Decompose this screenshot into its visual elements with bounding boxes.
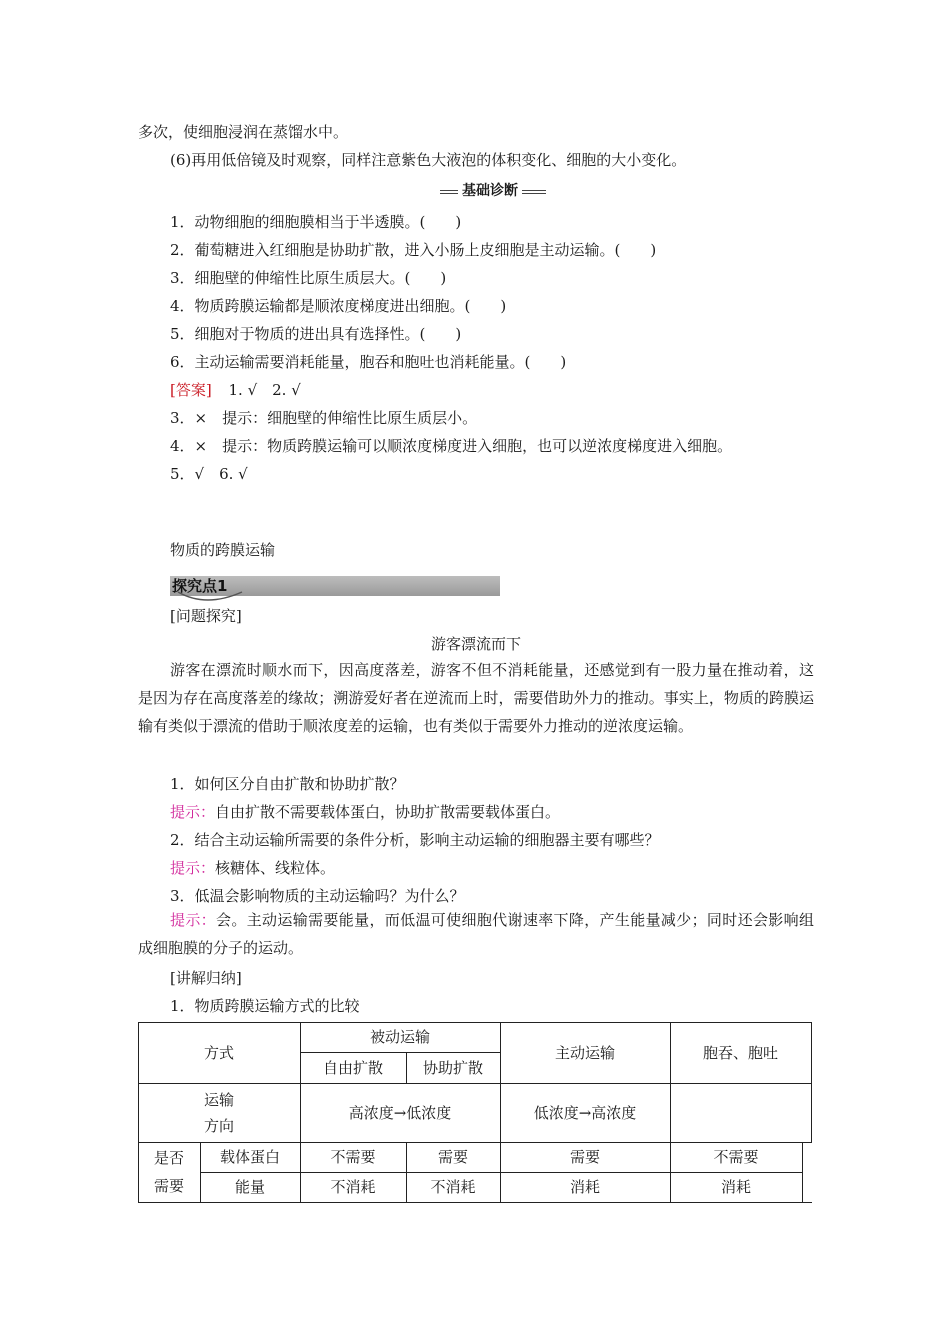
question-text: 3．低温会影响物质的主动运输吗？为什么？ (170, 887, 465, 905)
hint-text: 会。主动运输需要能量，而低温可使细胞代谢速率下降，产生能量减少；同时还会影响组成细胞膜的分子的运动。 (138, 911, 814, 957)
comparison-table (138, 1022, 812, 1204)
header-mode: 方式 (203, 1043, 234, 1062)
section-header-diagnosis (440, 183, 546, 199)
carrier-endo: 不需要 (713, 1148, 759, 1166)
header-facilitated-diffusion: 协助扩散 (422, 1058, 483, 1077)
header-free-diffusion: 自由扩散 (322, 1058, 383, 1077)
energy-endo: 消耗 (720, 1178, 751, 1196)
question-5: 5．细胞对于物质的进出具有选择性。( ) (170, 325, 462, 343)
section-header-label: 基础诊断 (458, 181, 522, 201)
question-text: 2．结合主动运输所需要的条件分析，影响主动运输的细胞器主要有哪些？ (170, 831, 660, 849)
row-direction-label-2: 方向 (203, 1116, 234, 1135)
section-title: 物质的跨膜运输 (170, 541, 276, 559)
energy-assist: 不消耗 (430, 1178, 476, 1196)
story-title: 游客漂流而下 (430, 635, 521, 653)
header-endo-exo: 胞吞、胞吐 (702, 1043, 778, 1062)
inquiry-point-label: 探究点1 (172, 577, 228, 595)
energy-free: 不消耗 (330, 1178, 376, 1196)
row-direction-label (138, 1083, 300, 1142)
carrier-free: 不需要 (330, 1148, 376, 1166)
hint-label: 提示： (170, 911, 217, 929)
swoosh-decoration (176, 590, 246, 606)
question-text: 1．如何区分自由扩散和协助扩散？ (170, 775, 405, 793)
energy-active: 消耗 (569, 1178, 600, 1196)
hint-label: 提示： (170, 803, 216, 821)
header-passive: 被动运输 (369, 1028, 430, 1046)
text-line: (6)再用低倍镜及时观察，同样注意紫色大液泡的体积变化、细胞的大小变化。 (170, 151, 687, 169)
answer-line-1 (170, 380, 301, 400)
summary-tag: [讲解归纳] (170, 969, 242, 987)
inquiry-tag: [问题探究] (170, 607, 242, 625)
row-carrier-label: 载体蛋白 (219, 1148, 280, 1166)
row-need-label-1: 是否 (153, 1149, 184, 1167)
question-6: 6．主动运输需要消耗能量，胞吞和胞吐也消耗能量。( ) (170, 353, 567, 371)
direction-active: 低浓度→高浓度 (533, 1103, 637, 1122)
row-energy-label: 能量 (234, 1178, 265, 1196)
carrier-assist: 需要 (437, 1148, 468, 1166)
hint-text: 自由扩散不需要载体蛋白，协助扩散需要载体蛋白。 (215, 803, 561, 821)
question-1: 1．动物细胞的细胞膜相当于半透膜。( ) (170, 213, 462, 231)
question-4: 4．物质跨膜运输都是顺浓度梯度进出细胞。( ) (170, 297, 507, 315)
question-2: 2．葡萄糖进入红细胞是协助扩散，进入小肠上皮细胞是主动运输。( ) (170, 241, 657, 259)
hint-line (170, 802, 560, 822)
hint-label: 提示： (170, 859, 216, 877)
answer-text: 1. √ 2. √ (228, 381, 301, 399)
carrier-active: 需要 (569, 1148, 600, 1166)
answer-line-5: 5．√ 6. √ (170, 465, 248, 483)
row-need-label-2: 需要 (153, 1177, 184, 1195)
direction-passive: 高浓度→低浓度 (348, 1103, 452, 1122)
answer-line-3: 3．× 提示：细胞壁的伸缩性比原生质层小。 (170, 409, 478, 427)
row-direction-label-1: 运输 (203, 1090, 234, 1109)
hint-paragraph (138, 906, 814, 962)
answer-tag: [答案] (170, 381, 212, 399)
hint-line (170, 858, 335, 878)
answer-line-4: 4．× 提示：物质跨膜运输可以顺浓度梯度进入细胞，也可以逆浓度梯度进入细胞。 (170, 437, 733, 455)
compare-title: 1．物质跨膜运输方式的比较 (170, 997, 360, 1015)
text-line: 多次，使细胞浸润在蒸馏水中。 (138, 123, 349, 141)
question-3: 3．细胞壁的伸缩性比原生质层大。( ) (170, 269, 447, 287)
hint-text: 核糖体、线粒体。 (215, 859, 336, 877)
header-active: 主动运输 (554, 1043, 615, 1062)
story-paragraph: 游客在漂流时顺水而下，因高度落差，游客不但不消耗能量，还感觉到有一股力量在推动着，这是因为存在高度落差的缘故；溯游爱好者在逆流而上时，需要借助外力的推动。事实上，物质的跨膜运输有类似于漂流的借助于顺浓度差的运输，也有类似于需要外力推动的逆浓度运输。 (138, 661, 814, 735)
row-need-label (138, 1142, 200, 1202)
